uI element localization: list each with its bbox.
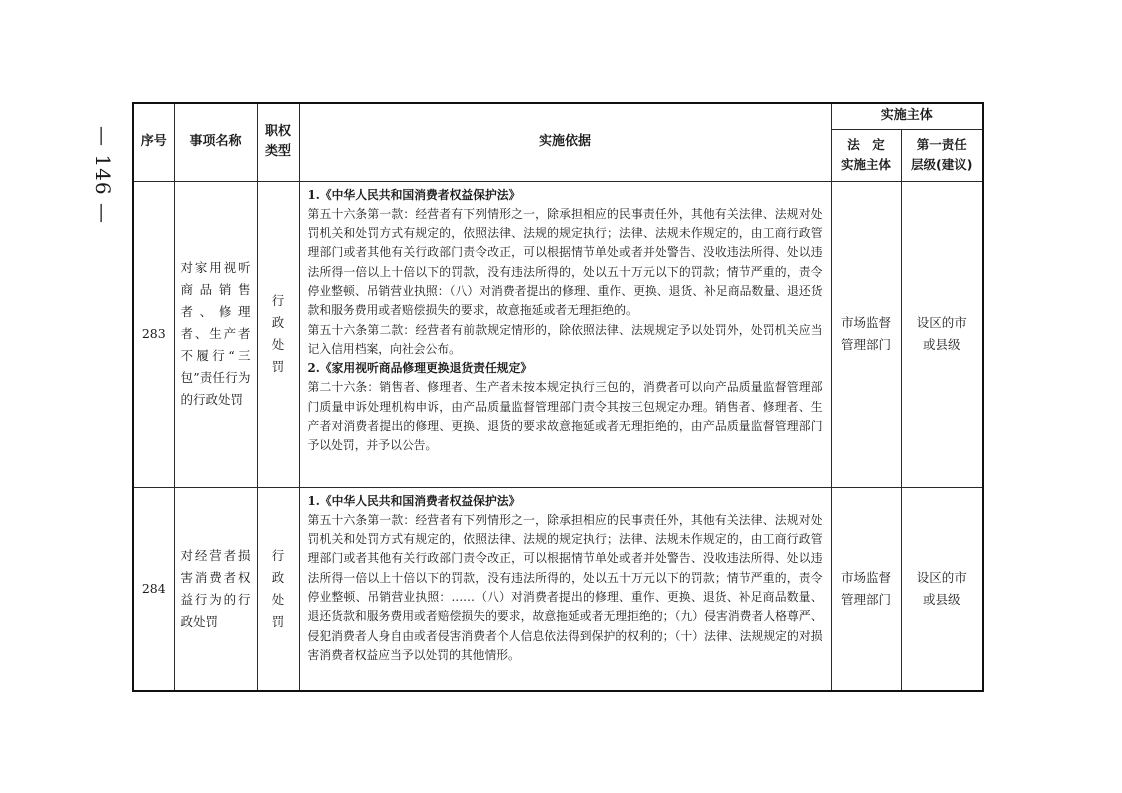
header-legal-subject-line2: 实施主体 bbox=[840, 157, 891, 172]
header-subject: 实施主体 bbox=[831, 103, 983, 129]
seq-cell: 284 bbox=[133, 487, 174, 691]
org-cell: 市场监督管理部门 bbox=[831, 181, 901, 487]
header-legal-subject-line1: 法 定 bbox=[847, 137, 885, 152]
table-row-284 bbox=[133, 487, 983, 691]
basis-paragraph: 第二十六条：销售者、修理者、生产者未按本规定执行三包的，消费者可以向产品质量监督管理部门质量申诉处理机构申诉，由产品质量监督管理部门责令其按三包规定办理。销售者、修理者、生产者对消费者提出的修理、更换、退货的要求故意拖延或者无理拒绝的，由产品质量监督管理部门予以处罚，并予以公告。 bbox=[307, 380, 823, 453]
item-name-cell: 对家用视听商品销售者、修理者、生产者不履行“三包”责任行为的行政处罚 bbox=[174, 181, 257, 487]
basis-cell bbox=[299, 181, 831, 487]
header-legal-subject bbox=[831, 129, 901, 181]
org-cell: 市场监督管理部门 bbox=[831, 487, 901, 691]
header-seq: 序号 bbox=[133, 103, 174, 181]
header-responsibility bbox=[901, 129, 983, 181]
type-cell: 行政处罚 bbox=[257, 181, 299, 487]
type-cell: 行政处罚 bbox=[257, 487, 299, 691]
basis-paragraph: 1.《中华人民共和国消费者权益保护法》 bbox=[307, 493, 521, 508]
header-name: 事项名称 bbox=[174, 103, 257, 181]
header-type-line2: 类型 bbox=[264, 144, 291, 160]
header-type bbox=[257, 103, 299, 181]
item-name-cell: 对经营者损害消费者权益行为的行政处罚 bbox=[174, 487, 257, 691]
level-cell: 设区的市或县级 bbox=[901, 181, 983, 487]
header-responsibility-line2: 层级(建议) bbox=[911, 157, 973, 172]
basis-paragraph: 第五十六条第一款：经营者有下列情形之一，除承担相应的民事责任外，其他有关法律、法规对处罚机关和处罚方式有规定的，依照法律、法规的规定执行；法律、法规未作规定的，由工商行政管理部门或者其他有关行政部门责令改正，可以根据情节单处或者并处警告、没收违法所得、处以违法所得一倍以上十倍以下的罚款，没有违法所得的，处以五十万元以下的罚款；情节严重的，责令停业整顿、吊销营业执照：（八）对消费者提出的修理、重作、更换、退货、补足商品数量、退还货款和服务费用或者赔偿损失的要求，故意拖延或者无理拒绝的。 bbox=[307, 206, 823, 318]
seq-cell: 283 bbox=[133, 181, 174, 487]
header-responsibility-line1: 第一责任 bbox=[916, 137, 967, 152]
level-cell: 设区的市或县级 bbox=[901, 487, 983, 691]
header-basis: 实施依据 bbox=[299, 103, 831, 181]
basis-paragraph: 第五十六条第二款：经营者有前款规定情形的，除依照法律、法规规定予以处罚外，处罚机关应当记入信用档案，向社会公布。 bbox=[307, 322, 823, 356]
basis-paragraph: 1.《中华人民共和国消费者权益保护法》 bbox=[307, 187, 521, 202]
basis-cell bbox=[299, 487, 831, 691]
table-row-283 bbox=[133, 181, 983, 487]
header-type-line1: 职权 bbox=[264, 124, 291, 140]
page-number: — 146 — bbox=[91, 126, 116, 224]
basis-paragraph: 第五十六条第一款：经营者有下列情形之一，除承担相应的民事责任外，其他有关法律、法规对处罚机关和处罚方式有规定的，依照法律、法规的规定执行；法律、法规未作规定的，由工商行政管理部门或者其他有关行政部门责令改正，可以根据情节单处或者并处警告、没收违法所得、处以违法所得一倍以上十倍以下的罚款，没有违法所得的，处以五十万元以下的罚款；情节严重的，责令停业整顿、吊销营业执照：……（八）对消费者提出的修理、重作、更换、退货、补足商品数量、退还货款和服务费用或者赔偿损失的要求，故意拖延或者无理拒绝的；（九）侵害消费者人格尊严、侵犯消费者人身自由或者侵害消费者个人信息依法得到保护的权利的；（十）法律、法规规定的对损害消费者权益应当予以处罚的其他情形。 bbox=[307, 512, 823, 662]
basis-paragraph: 2.《家用视听商品修理更换退货责任规定》 bbox=[307, 361, 533, 376]
authority-table bbox=[132, 102, 984, 692]
